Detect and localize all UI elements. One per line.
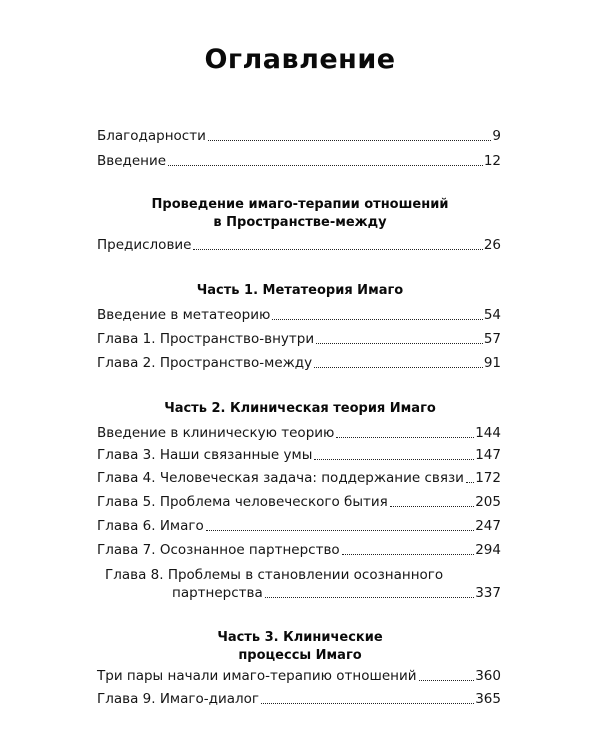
- toc-entry-page: 247: [475, 518, 501, 534]
- toc-entry-page: 54: [483, 307, 501, 323]
- toc-entry-page: 144: [475, 425, 501, 441]
- section-heading-intro: [90, 196, 510, 232]
- toc-entry-page: 12: [483, 153, 501, 169]
- section-heading-part3: [90, 629, 510, 665]
- toc-entry-label: Глава 5. Проблема человеческого бытия: [97, 494, 388, 510]
- toc-entry-label: Три пары начали имаго-терапию отношений: [97, 668, 417, 684]
- dot-leader: [316, 343, 483, 344]
- toc-entry-page: 365: [475, 691, 501, 707]
- section-heading-line: Проведение имаго-терапии отношений: [151, 197, 449, 212]
- toc-entry-continuation: [97, 584, 501, 602]
- toc-entry-label: Благодарности: [97, 128, 206, 144]
- toc-entry-label: Глава 9. Имаго-диалог: [97, 691, 259, 707]
- section-heading-line: Часть 3. Клинические: [217, 630, 383, 645]
- dot-leader: [272, 319, 482, 320]
- dot-leader: [206, 530, 474, 531]
- dot-leader: [261, 703, 474, 704]
- toc-entry[interactable]: [97, 446, 501, 464]
- dot-leader: [336, 437, 474, 438]
- dot-leader: [314, 367, 483, 368]
- toc-entry[interactable]: [97, 690, 501, 708]
- dot-leader: [208, 140, 492, 141]
- toc-entry-page: 205: [475, 494, 501, 510]
- toc-entry-label: Глава 3. Наши связанные умы: [97, 447, 313, 463]
- toc-entry-label: Предисловие: [97, 237, 192, 253]
- dot-leader: [466, 482, 474, 483]
- toc-entry[interactable]: [97, 330, 501, 348]
- dot-leader: [390, 506, 474, 507]
- toc-entry-label: Глава 1. Пространство-внутри: [97, 331, 315, 347]
- toc-entry-page: 9: [492, 128, 501, 144]
- dot-leader: [193, 249, 482, 250]
- toc-entry-page: 337: [475, 585, 501, 601]
- toc-entry-label: Введение в клиническую теорию: [97, 425, 335, 441]
- toc-entry[interactable]: [97, 541, 501, 559]
- toc-entry-page: 294: [475, 542, 501, 558]
- toc-entry-page: 172: [475, 470, 501, 486]
- toc-entry[interactable]: [97, 354, 501, 372]
- dot-leader: [419, 680, 475, 681]
- toc-entry-label: Глава 7. Осознанное партнерство: [97, 542, 340, 558]
- dot-leader: [314, 459, 474, 460]
- toc-entry-page: 147: [475, 447, 501, 463]
- toc-entry-page: 57: [483, 331, 501, 347]
- toc-entry-page: 91: [483, 355, 501, 371]
- toc-entry[interactable]: [97, 424, 501, 442]
- section-heading-part2: Часть 2. Клиническая теория Имаго: [164, 401, 436, 416]
- toc-title: Оглавление: [204, 44, 396, 75]
- toc-entry[interactable]: [97, 306, 501, 324]
- toc-entry-page: 26: [483, 237, 501, 253]
- toc-entry-label-continued: партнерства: [172, 585, 263, 601]
- toc-entry[interactable]: [97, 667, 501, 685]
- toc-entry[interactable]: [97, 493, 501, 511]
- dot-leader: [168, 165, 483, 166]
- toc-entry[interactable]: [97, 469, 501, 487]
- toc-entry-label: Глава 4. Человеческая задача: поддержание связи: [97, 470, 464, 486]
- toc-entry[interactable]: [97, 517, 501, 535]
- toc-entry-preface[interactable]: [97, 236, 501, 254]
- toc-entry-label: Введение в метатеорию: [97, 307, 271, 323]
- dot-leader: [342, 554, 475, 555]
- dot-leader: [265, 597, 474, 598]
- toc-entry-acknowledgments[interactable]: [97, 127, 501, 145]
- toc-entry-page: 360: [475, 668, 501, 684]
- toc-entry-label: Глава 2. Пространство-между: [97, 355, 313, 371]
- toc-entry-label: Глава 6. Имаго: [97, 518, 204, 534]
- section-heading-line: в Пространстве-между: [213, 215, 387, 230]
- section-heading-line: процессы Имаго: [238, 648, 362, 663]
- section-heading-part1: Часть 1. Метатеория Имаго: [196, 283, 404, 298]
- toc-entry-label: Введение: [97, 153, 167, 169]
- toc-entry-label: Глава 8. Проблемы в становлении осознанного: [105, 567, 444, 583]
- toc-entry-introduction[interactable]: [97, 152, 501, 170]
- toc-entry-chapter8[interactable]: [97, 566, 501, 602]
